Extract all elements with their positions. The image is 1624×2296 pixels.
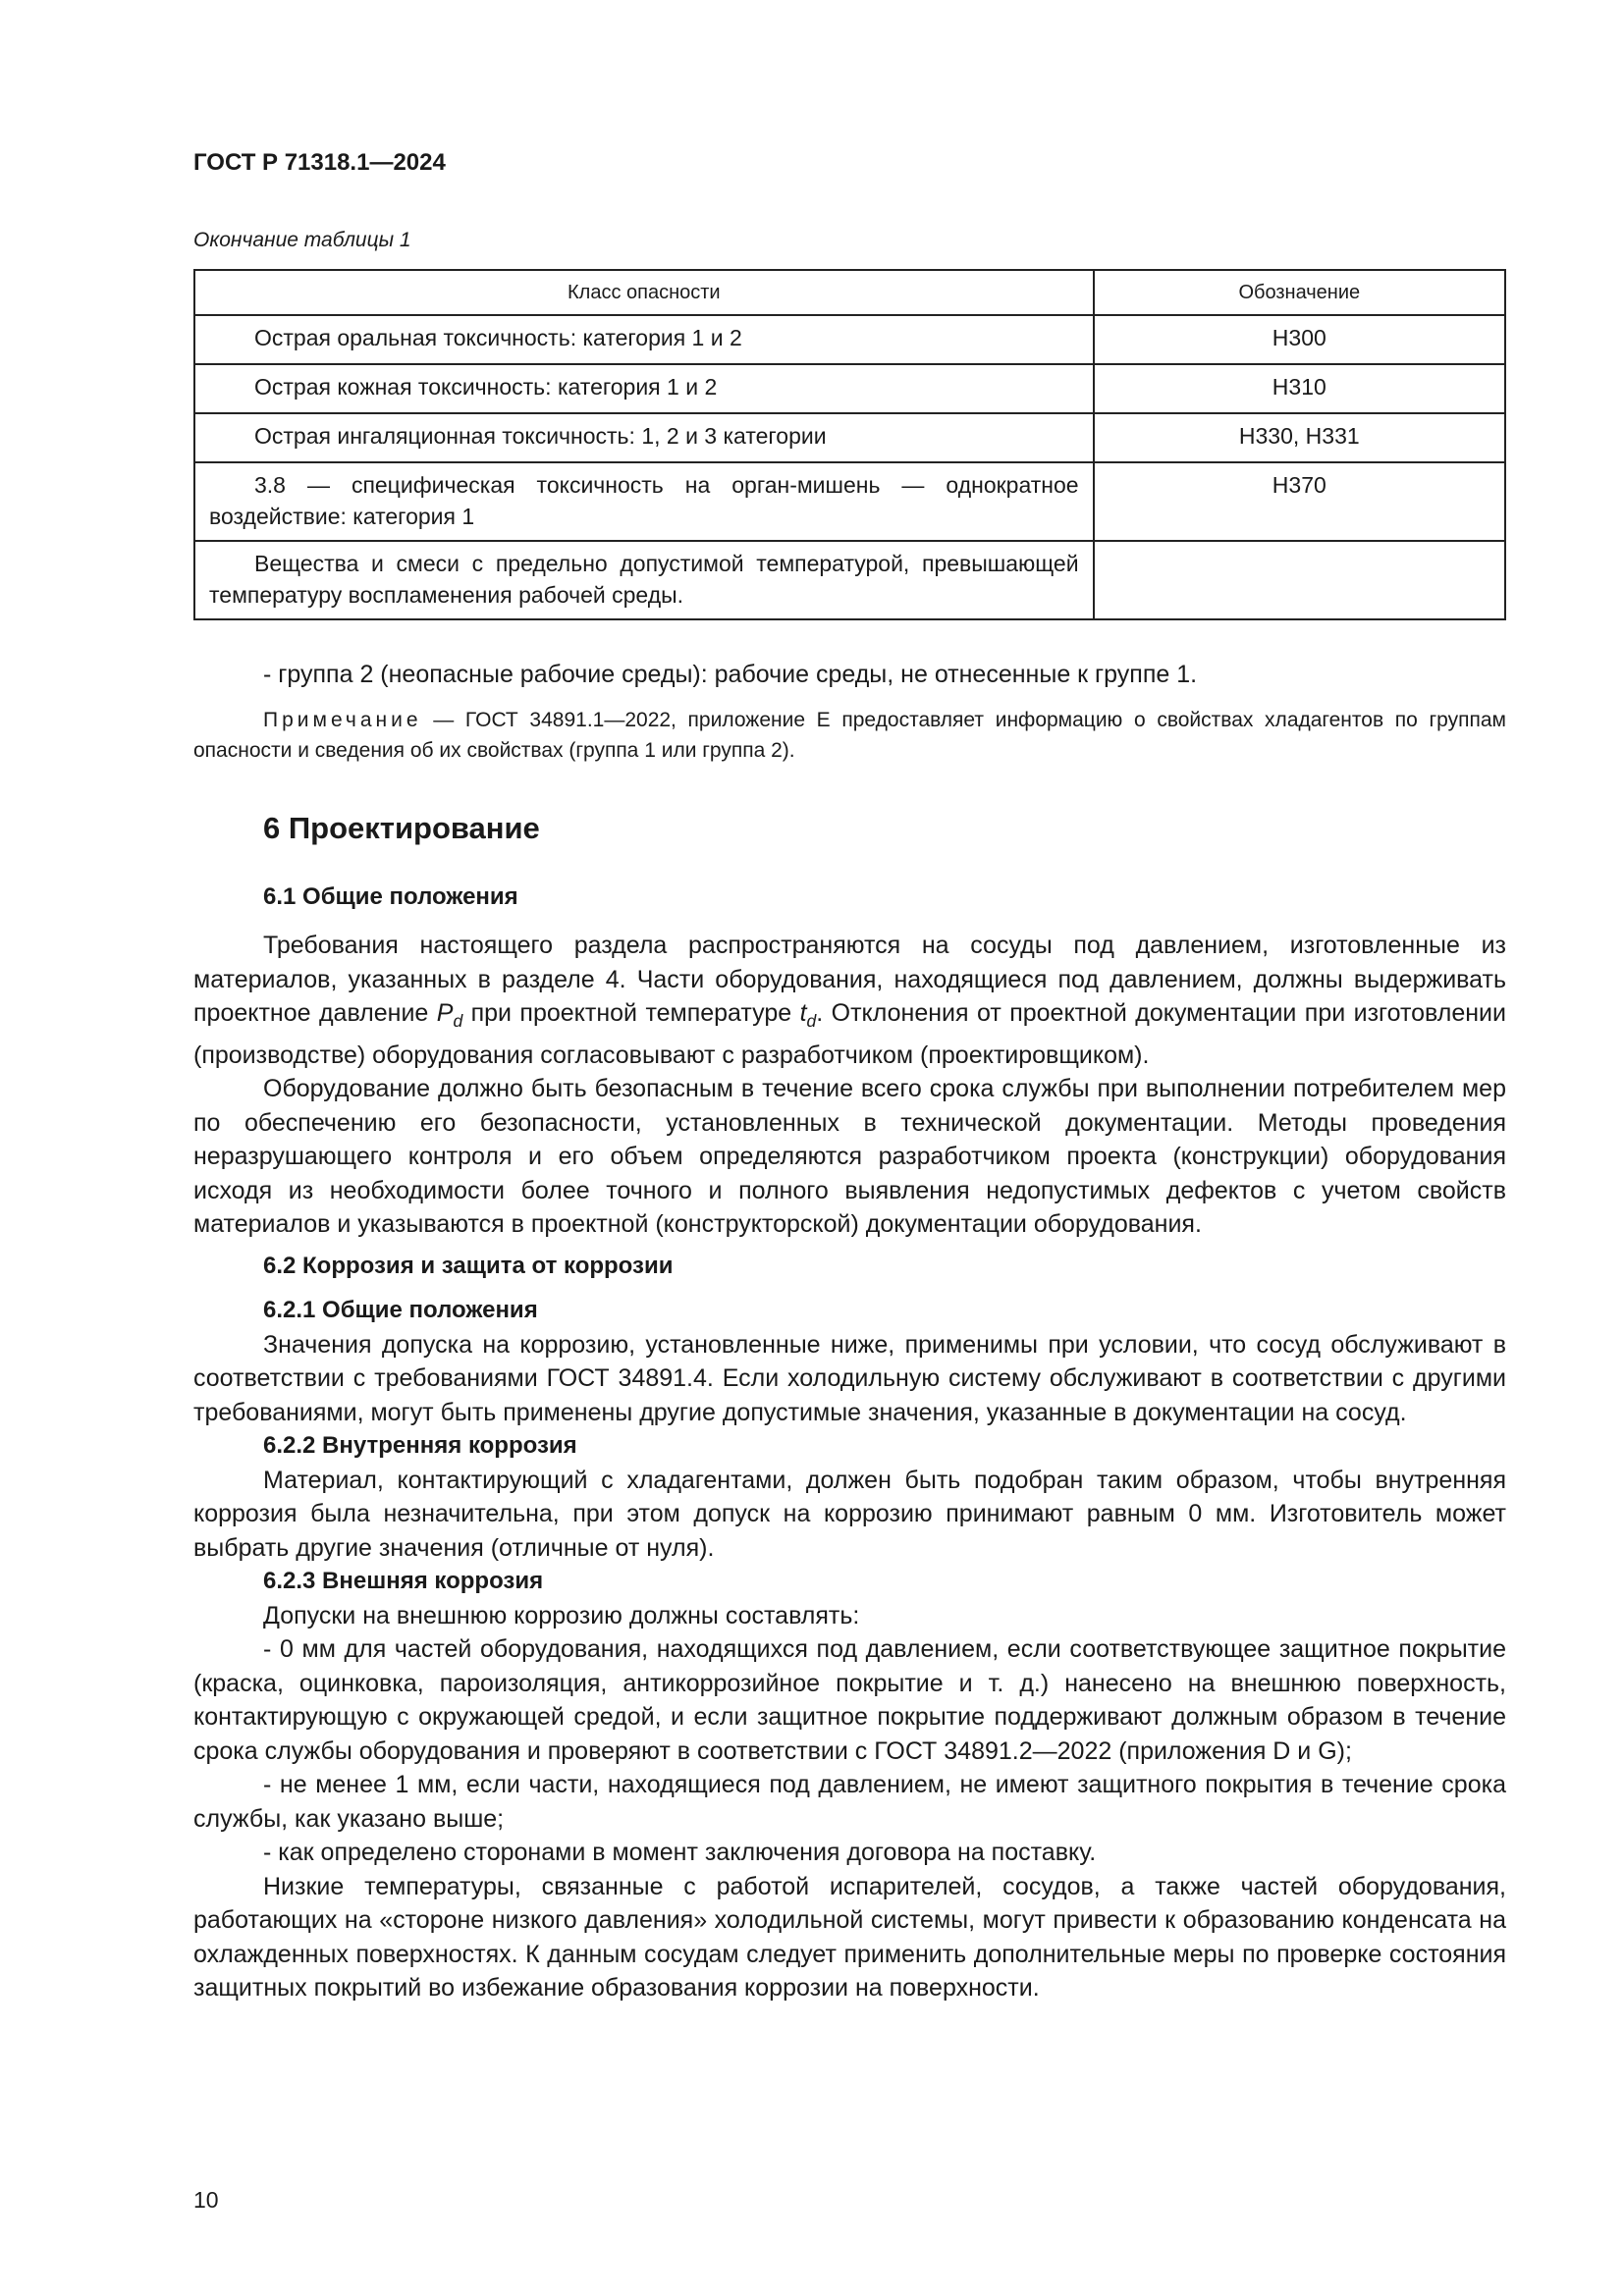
list-item: - 0 мм для частей оборудования, находящихся под давлением, если соответствующее защитное покрытие (краска, оцинковка, пароизоляция, антикоррозийное покрытие и т. д.) нанесено на внешнюю поверхность, контактирующую с окружающей средой, и если защитное покрытие поддерживают должным образом в течение срока службы оборудования и проверяют в соответствии с ГОСТ 34891.2—2022 (приложения D и G); xyxy=(193,1635,1506,1765)
note-paragraph xyxy=(193,705,1506,766)
group2-text: - группа 2 (неопасные рабочие среды): рабочие среды, не отнесенные к группе 1. xyxy=(263,661,1198,688)
hazard-code-cell: H370 xyxy=(1094,462,1505,541)
column-header-code: Обозначение xyxy=(1094,270,1505,315)
note-text: — ГОСТ 34891.1—2022, приложение Е предоставляет информацию о свойствах хладагентов по группам опасности и сведения об их свойствах (группа 1 или группа 2). xyxy=(193,709,1506,762)
hazard-code-cell xyxy=(1094,541,1505,619)
page-number: 10 xyxy=(193,2187,219,2213)
hazard-code-cell: H310 xyxy=(1094,364,1505,413)
column-header-class: Класс опасности xyxy=(194,270,1094,315)
hazard-class-cell: Вещества и смеси с предельно допустимой температурой, превышающей температуру воспламенения рабочей среды. xyxy=(194,541,1094,619)
note-label: Примечание xyxy=(263,709,422,731)
section-6-1-paragraph-2: Оборудование должно быть безопасным в течение всего срока службы при выполнении потребителем мер по обеспечению его безопасности, установленных в технической документации. Методы проведения неразрушающего контроля и его объем определяются разработчиком проекта (конструкции) оборудования исходя из необходимости более точного и полного выявления недопустимых дефектов с учетом свойств материалов и указываются в проектной (конструкторской) документации оборудования. xyxy=(193,1075,1506,1238)
table-row xyxy=(194,413,1505,462)
var-pressure: $P_d$ xyxy=(436,999,463,1031)
section-6-1-paragraph-1: Требования настоящего раздела распространяются на сосуды под давлением, изготовленные из материалов, указанных в разделе 4. Части оборудования, находящиеся под давлением, должны выдерживать проектное давление $P_d$ при проектной температуре $t_d$. Отклонения от проектной документации при изготовлении (производстве) оборудования согласовывают с разработчиком (проектировщиком). xyxy=(193,932,1506,1069)
hazard-class-cell: 3.8 — специфическая токсичность на орган-мишень — однократное воздействие: категория 1 xyxy=(194,462,1094,541)
document-code: ГОСТ Р 71318.1—2024 xyxy=(193,149,446,176)
section-6-2-3-intro: Допуски на внешнюю коррозию должны составлять: xyxy=(263,1601,860,1629)
table-row xyxy=(194,541,1505,619)
section-6-2-1-heading: 6.2.1 Общие положения xyxy=(263,1297,538,1323)
table-row xyxy=(194,315,1505,364)
section-6-2-2-heading: 6.2.2 Внутренняя коррозия xyxy=(263,1432,577,1459)
list-item: - как определено сторонами в момент заключения договора на поставку. xyxy=(263,1839,1097,1866)
table-row xyxy=(194,462,1505,541)
table-header-row xyxy=(194,270,1505,315)
section-6-2-3-final-paragraph: Низкие температуры, связанные с работой испарителей, сосудов, а также частей оборудования, работающих на «стороне низкого давления» холодильной системы, могут привести к образованию конденсата на охлажденных поверхностях. К данным сосудам следует применить дополнительные меры по проверке состояния защитных покрытий во избежание образования коррозии на поверхности. xyxy=(193,1872,1506,2002)
hazard-class-cell: Острая ингаляционная токсичность: 1, 2 и 3 категории xyxy=(194,413,1094,462)
hazard-code-cell: H330, H331 xyxy=(1094,413,1505,462)
list-item: - не менее 1 мм, если части, находящиеся под давлением, не имеют защитного покрытия в течение срока службы, как указано выше; xyxy=(193,1771,1506,1833)
hazard-code-cell: H300 xyxy=(1094,315,1505,364)
section-6-2-3-heading: 6.2.3 Внешняя коррозия xyxy=(263,1568,544,1594)
table-caption: Окончание таблицы 1 xyxy=(193,229,411,251)
var-temperature: $t_d$ xyxy=(799,999,817,1031)
table-row xyxy=(194,364,1505,413)
section-6-1-body xyxy=(193,929,1506,1242)
group2-paragraph xyxy=(193,658,1506,692)
section-6-2-body xyxy=(193,1294,1506,2005)
section-6-1-heading: 6.1 Общие положения xyxy=(263,883,518,910)
section-6-2-heading: 6.2 Коррозия и защита от коррозии xyxy=(263,1253,674,1279)
hazard-table xyxy=(193,269,1506,620)
hazard-class-cell: Острая кожная токсичность: категория 1 и 2 xyxy=(194,364,1094,413)
section-6-2-1-paragraph: Значения допуска на коррозию, установленные ниже, применимы при условии, что сосуд обслуживают в соответствии с требованиями ГОСТ 34891.4. Если холодильную систему обслуживают в соответствии с другими требованиями, могут быть применены другие допустимые значения, указанные в документации на сосуд. xyxy=(193,1330,1506,1426)
section-6-heading: 6 Проектирование xyxy=(263,811,540,845)
section-6-2-2-paragraph: Материал, контактирующий с хладагентами, должен быть подобран таким образом, чтобы внутренняя коррозия была незначительна, при этом допуск на коррозию принимают равным 0 мм. Изготовитель может выбрать другие значения (отличные от нуля). xyxy=(193,1466,1506,1562)
hazard-class-cell: Острая оральная токсичность: категория 1 и 2 xyxy=(194,315,1094,364)
